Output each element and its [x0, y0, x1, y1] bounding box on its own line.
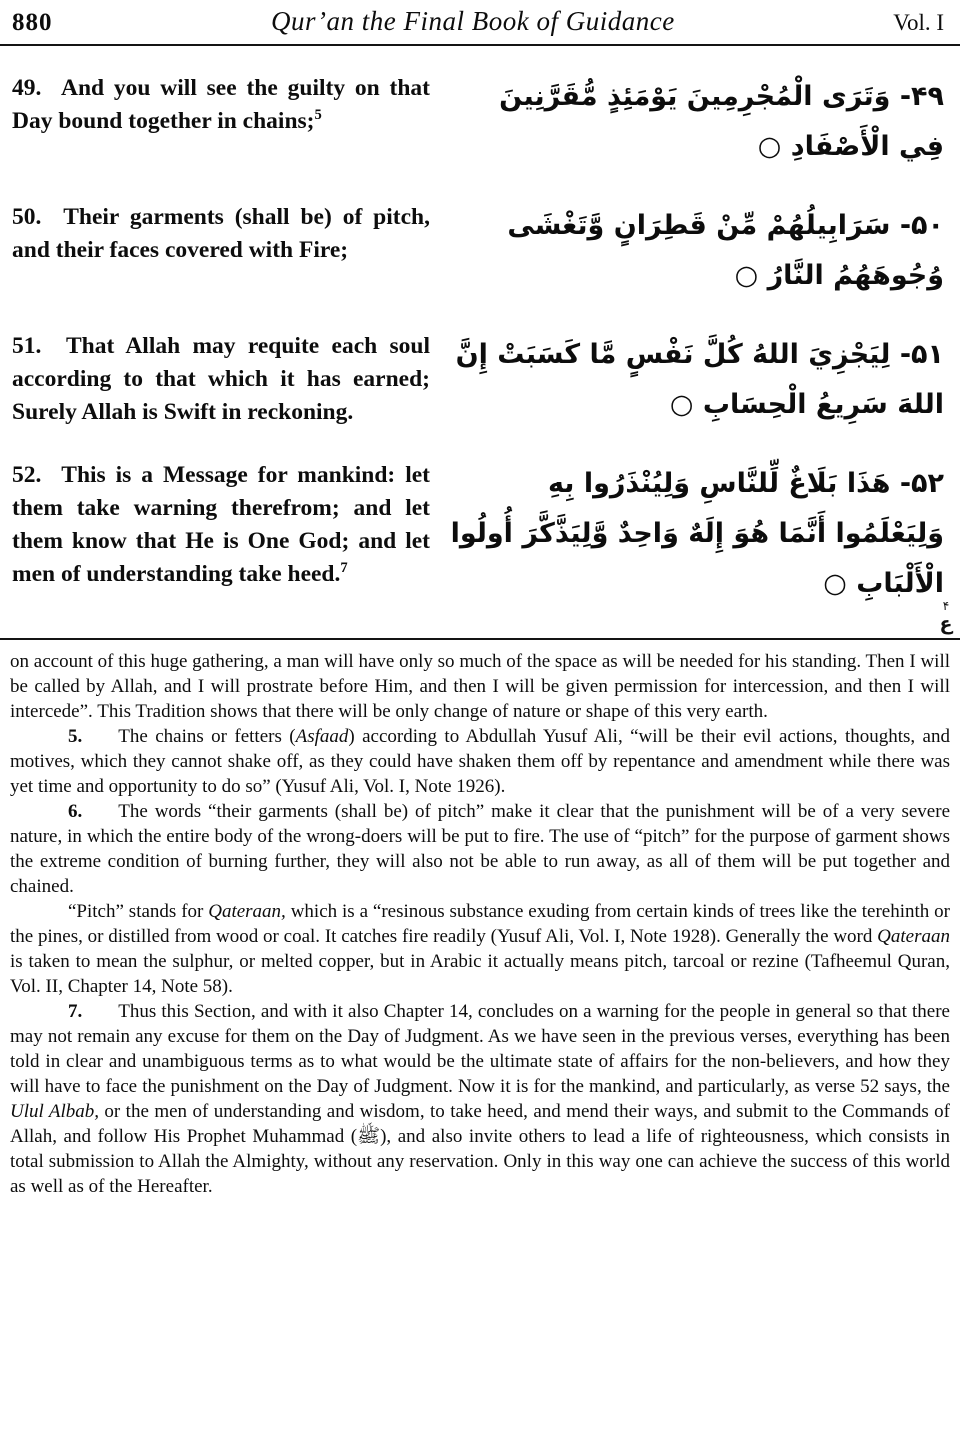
verses-section [0, 46, 960, 609]
verse-arabic-text: ۵۰- سَرَابِيلُهُمْ مِّنْ قَطِرَانٍ وَّتَغْشَى وُجُوهَهُمُ النَّارُ ○ [507, 210, 944, 291]
footnote-text: or the men of understanding and wisdom, to take heed, and mend their ways, and submit to the Commands of Allah, and follow His Prophet Muhammad (ﷺ), and also invite others to lead a life of righteousness, which consists in total submission to Allah the Almighty, without any reservation. Only in this way one can achieve the success of this world as well as of the Hereafter. [10, 1101, 950, 1197]
page-header [0, 0, 960, 37]
verse-arabic-text: ۵۱- لِيَجْزِيَ اللهُ كُلَّ نَفْسٍ مَّا كَسَبَتْ إِنَّ اللهَ سَرِيعُ الْحِسَابِ ○ [455, 339, 944, 420]
verse-english-text: 49. And you will see the guilty on that Day bound together in chains;$^5$ [12, 75, 430, 134]
ruku-number: ۴ [942, 599, 950, 613]
footnote-italic-term: Ulul Albab, [10, 1101, 99, 1122]
verse-row-51 [12, 330, 950, 430]
verse-arabic-text: ۴۹- وَتَرَى الْمُجْرِمِينَ يَوْمَئِذٍ مُّقَرَّنِينَ فِي الْأَصْفَادِ ○ [499, 81, 944, 162]
footnote-text: The chains or fetters ( [118, 726, 296, 747]
footnote-italic-term: Qateraan [877, 926, 950, 947]
footnote-reference: 7 [340, 560, 348, 577]
footnote-number: 7. [68, 1001, 83, 1022]
footnotes-section [0, 640, 960, 1199]
footnote-paragraph [10, 999, 950, 1199]
footnote-text: Thus this Section, and with it also Chapter 14, concludes on a warning for the people in general so that there may not remain any excuse for them on the Day of Judgment. As we have seen in the previous verses, everything has been told in clear and unambiguous terms as to what would be the ultimate state of affairs for the non-believers, and how they will have to face the punishment on the Day of Judgment. Now it is for the mankind, and particularly, as verse 52 says, the [10, 1001, 950, 1097]
footnote-text: is taken to mean the sulphur, or melted copper, but in Arabic it actually means pitch, tarcoal or rezine (Tafheemul Quran, Vol. II, Chapter 14, Note 58). [10, 951, 950, 997]
footnote-paragraph [10, 724, 950, 799]
footnote-paragraph [10, 799, 950, 899]
page-number: 880 [12, 9, 53, 36]
verse-row-52 [12, 459, 950, 609]
footnote-number: 6. [68, 801, 83, 822]
footnote-text: which is a “resinous substance exuding from certain kinds of trees like the terehinth or the pines, or distilled from wood or coal. It catches fire readily (Yusuf Ali, Vol. I, Note 1928). Generally the word [10, 901, 951, 947]
ruku-ain-icon: ع [939, 613, 953, 635]
verse-arabic-text: ۵۲- هَذَا بَلَاغٌ لِّلنَّاسِ وَلِيُنْذَرُوا بِهِ وَلِيَعْلَمُوا أَنَّمَا هُوَ إِلَهٌ وَاحِدٌ وَّلِيَذَّكَّرَ أُولُوا الْأَلْبَابِ ○ [450, 468, 944, 599]
verse-row-49 [12, 72, 950, 172]
verse-english-text: 52. This is a Message for mankind: let them take warning therefrom; and let them know that He is One God; and let men of understanding take heed.$^7$ [12, 462, 430, 587]
footnote-text: “Pitch” stands for [68, 901, 209, 922]
footnote-italic-term: Asfaad [295, 726, 349, 747]
footnote-italic-term: Qateraan, [208, 901, 286, 922]
footnote-text: ) according to Abdullah Yusuf Ali, “will be their evil actions, thoughts, and motives, which they cannot shake off, as they could have shaken them off by repentance and amendment while there was yet time and opportunity to do so” (Yusuf Ali, Vol. I, Note 1926). [10, 726, 950, 797]
footnote-number: 5. [68, 726, 83, 747]
verse-row-50 [12, 201, 950, 301]
footnote-paragraph [10, 899, 950, 999]
verse-english-text: 51. That Allah may requite each soul according to that which it has earned; Surely Allah is Swift in reckoning. [12, 333, 430, 425]
footnote-paragraph [10, 649, 950, 724]
footnote-text: The words “their garments (shall be) of pitch” make it clear that the punishment will be of a very severe nature, in which the entire body of the wrong-doers will be put to fire. The use of “pitch” for the purpose of garment shows the extreme condition of burning further, they will also not be able to run away, as all of them will be put together and chained. [10, 801, 950, 897]
page-title: Qur’an the Final Book of Guidance [271, 6, 675, 36]
footnote-reference: 5 [314, 107, 322, 124]
footnote-text: on account of this huge gathering, a man will have only so much of the space as will be needed for his standing. Then I will be called by Allah, and I will prostrate before Him, and then I will be given permission for intercession, and then I will intercede”. This Tradition shows that there will be only change of nature or shape of this very earth. [10, 651, 950, 722]
ruku-marker [935, 600, 957, 635]
volume-label: Vol. I [893, 10, 944, 35]
verse-english-text: 50. Their garments (shall be) of pitch, and their faces covered with Fire; [12, 204, 430, 263]
